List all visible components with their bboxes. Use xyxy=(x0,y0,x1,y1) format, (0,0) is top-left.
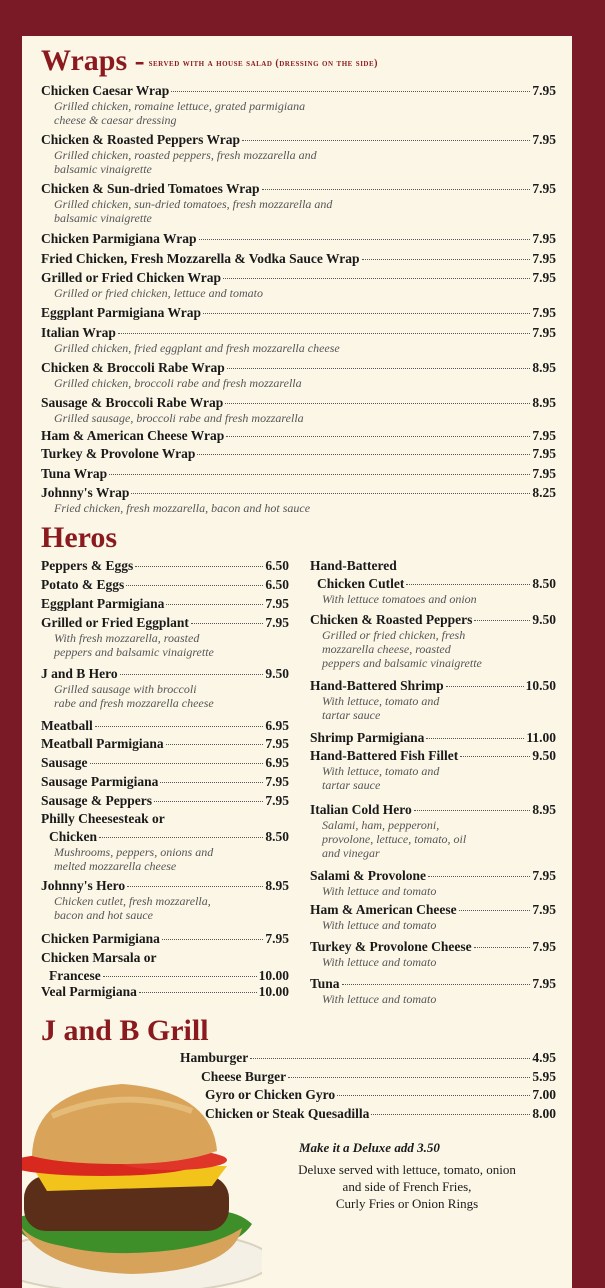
menu-item xyxy=(41,577,289,593)
dot-leader xyxy=(414,810,531,811)
item-price: 7.95 xyxy=(265,931,289,946)
menu-item xyxy=(41,485,556,501)
item-price: 8.95 xyxy=(532,395,556,410)
menu-item xyxy=(41,466,556,482)
item-description: bacon and hot sauce xyxy=(54,908,153,922)
dot-leader xyxy=(127,886,263,887)
dot-leader xyxy=(226,436,530,437)
dot-leader xyxy=(171,91,530,92)
dot-leader xyxy=(288,1077,530,1078)
item-price: 7.95 xyxy=(532,939,556,954)
item-name: Gyro or Chicken Gyro xyxy=(205,1087,336,1102)
item-description: Grilled chicken, broccoli rabe and fresh mozzarella xyxy=(54,376,302,390)
dot-leader xyxy=(90,763,264,764)
menu-item xyxy=(41,666,289,682)
dot-leader xyxy=(460,756,530,757)
dot-leader xyxy=(225,403,530,404)
item-description: balsamic vinaigrette xyxy=(54,211,152,225)
item-name: Salami & Provolone xyxy=(310,868,426,883)
item-name: Chicken Parmigiana xyxy=(41,931,160,946)
item-price: 10.00 xyxy=(258,968,289,983)
item-description: melted mozzarella cheese xyxy=(54,859,177,873)
dot-leader xyxy=(242,140,530,141)
item-name: Eggplant Parmigiana Wrap xyxy=(41,305,202,320)
menu-item xyxy=(317,576,556,592)
item-description: Mushrooms, peppers, onions and xyxy=(54,845,214,859)
item-name: Hand-Battered Fish Fillet xyxy=(310,748,459,763)
item-name: Chicken Caesar Wrap xyxy=(41,83,170,98)
item-description: Grilled or fried chicken, lettuce and tomato xyxy=(54,286,263,300)
wraps-subtitle: served with a house salad (dressing on the side) xyxy=(148,58,378,69)
deluxe-line: Curly Fries or Onion Rings xyxy=(335,1196,479,1211)
item-name: Sausage & Peppers xyxy=(41,793,152,808)
item-name: Turkey & Provolone Wrap xyxy=(41,446,196,461)
item-name: Tuna Wrap xyxy=(41,466,108,481)
dot-leader xyxy=(160,782,263,783)
dot-leader xyxy=(197,454,530,455)
item-name: Hand-Battered Shrimp xyxy=(310,678,444,693)
item-name: Sausage Parmigiana xyxy=(41,774,159,789)
item-name: Cheese Burger xyxy=(201,1069,287,1084)
wraps-title: Wraps - xyxy=(41,44,145,77)
dot-leader xyxy=(337,1095,530,1096)
menu-item xyxy=(310,730,556,746)
heros-heading xyxy=(41,521,117,555)
menu-item xyxy=(310,902,556,918)
dot-leader xyxy=(166,604,263,605)
item-price: 9.50 xyxy=(532,748,556,763)
menu-item xyxy=(41,755,289,771)
burger-image xyxy=(22,1056,262,1288)
menu-item xyxy=(41,395,556,411)
dot-leader xyxy=(362,259,531,260)
dot-leader xyxy=(459,910,531,911)
item-description: mozzarella cheese, roasted xyxy=(322,642,451,656)
dot-leader xyxy=(406,584,530,585)
item-name: Turkey & Provolone Cheese xyxy=(310,939,472,954)
dot-leader xyxy=(120,674,264,675)
dot-leader xyxy=(227,368,531,369)
dot-leader xyxy=(199,239,531,240)
item-price: 8.95 xyxy=(532,360,556,375)
grill-heading xyxy=(41,1014,209,1048)
item-description: peppers and balsamic vinaigrette xyxy=(54,645,214,659)
menu-item xyxy=(310,748,556,764)
menu-item xyxy=(41,325,556,341)
item-description: tartar sauce xyxy=(322,708,381,722)
menu-item xyxy=(41,984,289,1000)
dot-leader xyxy=(342,984,531,985)
dot-leader xyxy=(95,726,264,727)
deluxe-heading: Make it a Deluxe add 3.50 xyxy=(299,1140,440,1155)
item-name: Meatball xyxy=(41,718,93,733)
dot-leader xyxy=(103,976,257,977)
dot-leader xyxy=(166,744,264,745)
item-price: 6.95 xyxy=(265,718,289,733)
heros-title: Heros xyxy=(41,521,118,554)
item-name: Chicken xyxy=(49,829,98,844)
item-name: Potato & Eggs xyxy=(41,577,125,592)
item-description: With fresh mozzarella, roasted xyxy=(54,631,200,645)
dot-leader xyxy=(203,313,530,314)
item-price: 7.95 xyxy=(265,774,289,789)
item-name: Grilled or Fried Chicken Wrap xyxy=(41,270,222,285)
menu-item xyxy=(41,774,289,790)
item-name: Chicken Cutlet xyxy=(317,576,405,591)
item-price: 7.95 xyxy=(265,615,289,630)
item-description: Grilled sausage, broccoli rabe and fresh mozzarella xyxy=(54,411,304,425)
dot-leader xyxy=(262,189,531,190)
item-description: With lettuce and tomato xyxy=(322,955,437,969)
item-price: 7.95 xyxy=(532,132,556,147)
dot-leader xyxy=(250,1058,530,1059)
item-description: cheese & caesar dressing xyxy=(54,113,177,127)
item-price: 5.95 xyxy=(532,1069,556,1084)
item-price: 8.95 xyxy=(532,802,556,817)
item-name: Chicken or Steak Quesadilla xyxy=(205,1106,370,1121)
item-name: Sausage xyxy=(41,755,88,770)
item-price: 8.00 xyxy=(532,1106,556,1121)
menu-item xyxy=(49,968,289,984)
menu-item xyxy=(41,736,289,752)
menu-item xyxy=(41,360,556,376)
item-price: 7.95 xyxy=(265,736,289,751)
dot-leader xyxy=(131,493,530,494)
dot-leader xyxy=(118,333,530,334)
item-price: 7.95 xyxy=(532,231,556,246)
menu-item xyxy=(310,939,556,955)
dot-leader xyxy=(474,947,531,948)
item-price: 9.50 xyxy=(532,612,556,627)
menu-item xyxy=(41,446,556,462)
menu-item xyxy=(41,596,289,612)
item-price: 6.50 xyxy=(265,558,289,573)
item-price: 7.95 xyxy=(532,428,556,443)
item-description: and vinegar xyxy=(322,846,380,860)
dot-leader xyxy=(191,623,264,624)
wraps-heading xyxy=(41,44,378,78)
menu-item xyxy=(41,615,289,631)
grill-title: J and B Grill xyxy=(41,1014,209,1047)
dot-leader xyxy=(474,620,530,621)
item-name: Philly Cheesesteak or xyxy=(41,811,165,826)
item-price: 7.95 xyxy=(265,793,289,808)
dot-leader xyxy=(139,992,257,993)
item-name: Chicken & Roasted Peppers xyxy=(310,612,473,627)
item-price: 7.95 xyxy=(532,976,556,991)
item-price: 8.50 xyxy=(532,576,556,591)
item-name: Ham & American Cheese xyxy=(310,902,457,917)
item-description: Grilled chicken, sun-dried tomatoes, fresh mozzarella and xyxy=(54,197,333,211)
dot-leader xyxy=(371,1114,530,1115)
menu-item xyxy=(310,612,556,628)
item-name: Peppers & Eggs xyxy=(41,558,134,573)
menu-page xyxy=(22,36,572,1288)
item-description: Fried chicken, fresh mozzarella, bacon and hot sauce xyxy=(54,501,311,515)
item-description: peppers and balsamic vinaigrette xyxy=(322,656,482,670)
item-price: 7.95 xyxy=(532,466,556,481)
menu-item xyxy=(41,181,556,197)
item-description: With lettuce and tomato xyxy=(322,918,437,932)
item-price: 6.95 xyxy=(265,755,289,770)
item-description: Grilled or fried chicken, fresh xyxy=(322,628,466,642)
item-name: Tuna xyxy=(310,976,340,991)
item-name: Francese xyxy=(49,968,101,983)
dot-leader xyxy=(446,686,524,687)
item-price: 8.25 xyxy=(532,485,556,500)
item-name: Ham & American Cheese Wrap xyxy=(41,428,225,443)
item-price: 10.50 xyxy=(525,678,556,693)
item-name: Shrimp Parmigiana xyxy=(310,730,425,745)
menu-item xyxy=(310,802,556,818)
menu-item xyxy=(41,718,289,734)
item-name: Chicken Marsala or xyxy=(41,950,157,965)
item-description: Chicken cutlet, fresh mozzarella, xyxy=(54,894,211,908)
item-price: 6.50 xyxy=(265,577,289,592)
dot-leader xyxy=(223,278,530,279)
menu-item xyxy=(41,878,289,894)
item-name: Veal Parmigiana xyxy=(41,984,137,999)
menu-item xyxy=(41,305,556,321)
dot-leader xyxy=(109,474,530,475)
menu-item xyxy=(49,829,289,845)
item-description: Grilled chicken, fried eggplant and fresh mozzarella cheese xyxy=(54,341,340,355)
item-price: 4.95 xyxy=(532,1050,556,1065)
item-name: Hamburger xyxy=(180,1050,249,1065)
dot-leader xyxy=(162,939,263,940)
item-name: Fried Chicken, Fresh Mozzarella & Vodka Sauce Wrap xyxy=(41,251,360,266)
item-name: J and B Hero xyxy=(41,666,118,681)
item-price: 7.95 xyxy=(532,305,556,320)
item-name: Chicken & Roasted Peppers Wrap xyxy=(41,132,241,147)
menu-item xyxy=(41,793,289,809)
item-description: provolone, lettuce, tomato, oil xyxy=(322,832,467,846)
dot-leader xyxy=(99,837,263,838)
deluxe-line: Deluxe served with lettuce, tomato, onion xyxy=(298,1162,516,1177)
item-price: 7.95 xyxy=(265,596,289,611)
dot-leader xyxy=(135,566,263,567)
item-description: With lettuce and tomato xyxy=(322,884,437,898)
item-name: Chicken & Sun-dried Tomatoes Wrap xyxy=(41,181,260,196)
item-description: With lettuce, tomato and xyxy=(322,694,440,708)
item-price: 9.50 xyxy=(265,666,289,681)
item-price: 8.50 xyxy=(265,829,289,844)
dot-leader xyxy=(154,801,263,802)
menu-item xyxy=(310,868,556,884)
menu-item xyxy=(310,678,556,694)
menu-item xyxy=(41,83,556,99)
item-price: 7.95 xyxy=(532,270,556,285)
item-price: 7.95 xyxy=(532,181,556,196)
item-price: 8.95 xyxy=(265,878,289,893)
menu-item xyxy=(41,132,556,148)
item-price: 7.95 xyxy=(532,83,556,98)
menu-item xyxy=(310,976,556,992)
deluxe-line: and side of French Fries, xyxy=(342,1179,472,1194)
item-name: Sausage & Broccoli Rabe Wrap xyxy=(41,395,224,410)
item-description: Grilled chicken, romaine lettuce, grated parmigiana xyxy=(54,99,306,113)
item-description: With lettuce, tomato and xyxy=(322,764,440,778)
item-description: With lettuce tomatoes and onion xyxy=(322,592,477,606)
item-name: Chicken & Broccoli Rabe Wrap xyxy=(41,360,225,375)
item-description: rabe and fresh mozzarella cheese xyxy=(54,696,214,710)
dot-leader xyxy=(428,876,530,877)
item-description: balsamic vinaigrette xyxy=(54,162,152,176)
item-price: 10.00 xyxy=(258,984,289,999)
item-name: Johnny's Wrap xyxy=(41,485,130,500)
item-price: 11.00 xyxy=(526,730,556,745)
menu-item xyxy=(41,931,289,947)
menu-item xyxy=(41,558,289,574)
menu-item xyxy=(41,251,556,267)
item-description: With lettuce and tomato xyxy=(322,992,437,1006)
menu-item xyxy=(41,428,556,444)
menu-item xyxy=(41,270,556,286)
dot-leader xyxy=(426,738,524,739)
item-name: Grilled or Fried Eggplant xyxy=(41,615,189,630)
item-price: 7.00 xyxy=(532,1087,556,1102)
item-name: Meatball Parmigiana xyxy=(41,736,164,751)
item-description: Salami, ham, pepperoni, xyxy=(322,818,440,832)
item-price: 7.95 xyxy=(532,325,556,340)
item-name: Eggplant Parmigiana xyxy=(41,596,165,611)
item-price: 7.95 xyxy=(532,251,556,266)
item-price: 7.95 xyxy=(532,902,556,917)
item-name: Johnny's Hero xyxy=(41,878,126,893)
item-description: Grilled chicken, roasted peppers, fresh mozzarella and xyxy=(54,148,317,162)
item-name: Chicken Parmigiana Wrap xyxy=(41,231,197,246)
item-price: 7.95 xyxy=(532,446,556,461)
item-name: Hand-Battered xyxy=(310,558,397,573)
item-description: tartar sauce xyxy=(322,778,381,792)
dot-leader xyxy=(126,585,263,586)
item-price: 7.95 xyxy=(532,868,556,883)
item-name: Italian Wrap xyxy=(41,325,116,340)
item-name: Italian Cold Hero xyxy=(310,802,412,817)
item-description: Grilled sausage with broccoli xyxy=(54,682,197,696)
menu-item xyxy=(41,231,556,247)
